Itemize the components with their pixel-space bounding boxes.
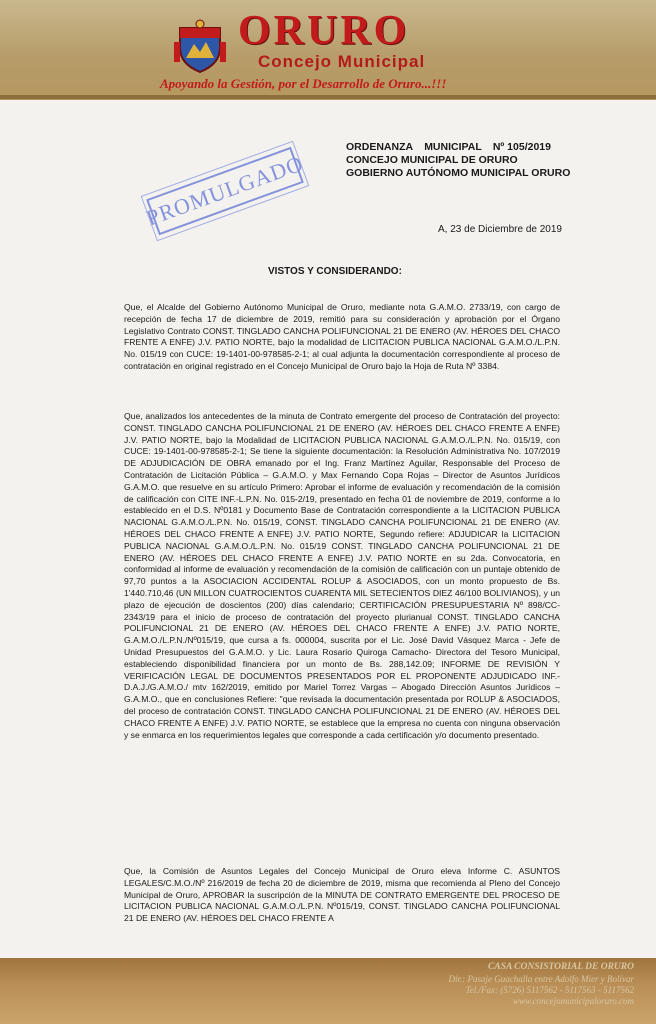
ordinance-line-3: GOBIERNO AUTÓNOMO MUNICIPAL ORURO	[346, 167, 571, 179]
header-title: ORURO	[238, 8, 410, 54]
ordinance-block	[346, 141, 570, 180]
footer-line-1: CASA CONSISTORIAL DE ORURO	[488, 962, 634, 972]
header-divider	[0, 95, 656, 99]
header-slogan: Apoyando la Gestión, por el Desarrollo de Oruro...!!!	[160, 76, 447, 91]
header-subtitle: Concejo Municipal	[258, 52, 426, 71]
paragraph-2: Que, analizados los antecedentes de la minuta de Contrato emergente del proceso de Contratación del proyecto: CONST. TINGLADO CANCHA POLIFUNCIONAL 21 DE ENERO (AV. HÉROES DEL CHACO FRENTE A ENFE) J.V. PATIO NORTE, bajo la Modalidad de LICITACION PUBLICA NACIONAL G.A.M.O./L.P.N. No. 015/19, con CUCE: 19-1401-00-978585-2-1; Se tiene la siguiente documentación: la Resolución Administrativa No. 107/2019 DE ADJUDICACIÓN DE OBRA emanado por el Ing. Franz Martínez Aguilar, Responsable del Proceso de Contratación de Licitación Pública – G.A.M.O. y Max Fernando Copa Rojas – Director de Asuntos Jurídicos G.A.M.O. que resuelve en su artículo Primero: Aprobar el informe de evaluación y recomendación de la comisión de calificación con CITE INF.-L.P.N. No. 015-2/19, presentado en fecha 01 de noviembre de 2019, conforme a lo establecido en el D.S. Nº0181 y Documento Base de Contratación correspondiente a la LICITACION PUBLICA NACIONAL G.A.M.O./L.P.N. No. 015/19, CONST. TINGLADO CANCHA POLIFUNCIONAL 21 DE ENERO (AV. HÉROES DEL CHACO FRENTE A ENFE) J.V. PATIO NORTE, Segundo refiere: ADJUDICAR la LICITACION PUBLICA NACIONAL G.A.M.O./L.P.N. No. 015/19 CONST. TINGLADO CANCHA POLIFUNCIONAL 21 DE ENERO (AV. HÉROES DEL CHACO FRENTE A ENFE) J.V. PATIO NORTE en su 2da. Convocatoria, en conformidad al informe de evaluación y recomendación de la comisión de calificación con un puntaje obtenido de 97,70 puntos a la ASOCIACION ACCIDENTAL ROLUP & ASOCIADOS, con un monto propuesto de Bs. 1'440.710,46 (UN MILLON CUATROCIENTOS CUARENTA MIL SETECIENTOS DIEZ 46/100 BOLIVIANOS), y un plazo de ejecución de doscientos (200) días calendario; CERTIFICACIÓN PRESUPUESTARIA Nº 898/CC-2343/19 para el inicio de proceso de contratación del proyecto plurianual CONST. TINGLADO CANCHA POLIFUNCIONAL 21 DE ENERO (AV. HÉROES DEL CHACO FRENTE A ENFE) J.V. PATIO NORTE, G.A.M.O./L.P.N./Nº015/19, que cursa a fs. 000004, suscrita por el Lic. José David Vásquez Marca - Jefe de Unidad Presupuestos del G.A.M.O. y Lic. Laura Rosario Quiroga Camacho- Directora del Tesoro Municipal, estableciendo disponibilidad financiera por un monto de Bs. 288,142.09; INFORME DE REVISIÓN Y VERIFICACIÓN LEGAL DE DOCUMENTOS PRESENTADOS POR EL PROPONENTE ADJUDICADO INF.- D.A.J./G.A.M.O./ mtv 162/2019, emitido por Mariel Torrez Vargas – Abogado Dirección Asuntos Jurídicos – G.A.M.O., que en conclusiones Refiere: "que revisada la documentación presentada por ROLUP & ASOCIADOS, del proceso de contratación CONST. TINGLADO CANCHA POLIFUNCIONAL 21 DE ENERO (AV. HÉROES DEL CHACO FRENTE A ENFE) J.V. PATIO NORTE, se establece que la empresa no cuenta con ninguna observación y se enmarca en los requerimientos legales que corresponde a cada certificación y/o documento presentado.	[124, 411, 560, 740]
document-date: A, 23 de Diciembre de 2019	[438, 224, 562, 235]
promulgado-stamp: PROMULGADO	[146, 147, 304, 235]
letterhead-footer	[0, 958, 656, 1024]
paragraph-1: Que, el Alcalde del Gobierno Autónomo Municipal de Oruro, mediante nota G.A.M.O. 2733/19, con cargo de recepción de fecha 17 de diciembre de 2019, remitió para su consideración y aprobación por el Órgano Legislativo Contrato CONST. TINGLADO CANCHA POLIFUNCIONAL 21 DE ENERO (AV. HÉROES DEL CHACO FRENTE A ENFE) J.V. PATIO NORTE, bajo la modalidad de LICITACION PUBLICA NACIONAL G.A.M.O./L.P.N. No. 015/19 con CUCE: 19-1401-00-978585-2-1; al cual adjunta la documentación correspondiente al proceso de contratación en original registrado en el Concejo Municipal de Oruro bajo la Hoja de Ruta Nº 3384.	[124, 302, 560, 371]
paragraph-3: Que, la Comisión de Asuntos Legales del Concejo Municipal de Oruro eleva Informe C. ASUNTOS LEGALES/C.M.O./Nº 216/2019 de fecha 20 de diciembre de 2019, misma que recomienda al Pleno del Concejo Municipal de Oruro, APROBAR la suscripción de la MINUTA DE CONTRATO EMERGENTE DEL PROCESO DE LICITACION PUBLICA NACIONAL G.A.M.O./L.P.N. Nº015/19, CONST. TINGLADO CANCHA POLIFUNCIONAL 21 DE ENERO (AV. HÉROES DEL CHACO FRENTE A	[124, 866, 560, 924]
ordinance-line-2: CONCEJO MUNICIPAL DE ORURO	[346, 154, 518, 166]
coat-of-arms-icon	[172, 18, 228, 74]
footer-phone: Tel./Fax: (5726) 5117562 - 5117563 - 5117562	[465, 985, 634, 995]
ordinance-label: ORDENANZA	[346, 141, 414, 153]
section-heading: VISTOS Y CONSIDERANDO:	[268, 266, 402, 277]
letterhead	[0, 0, 656, 100]
footer-website: www.concejomunicipaloruro.com	[513, 996, 634, 1006]
ordinance-label-2: MUNICIPAL	[424, 141, 482, 153]
ordinance-number: Nº 105/2019	[492, 141, 551, 153]
footer-address: Dir.: Pasaje Guachalla entre Adolfo Mier y Bolívar	[448, 974, 634, 984]
